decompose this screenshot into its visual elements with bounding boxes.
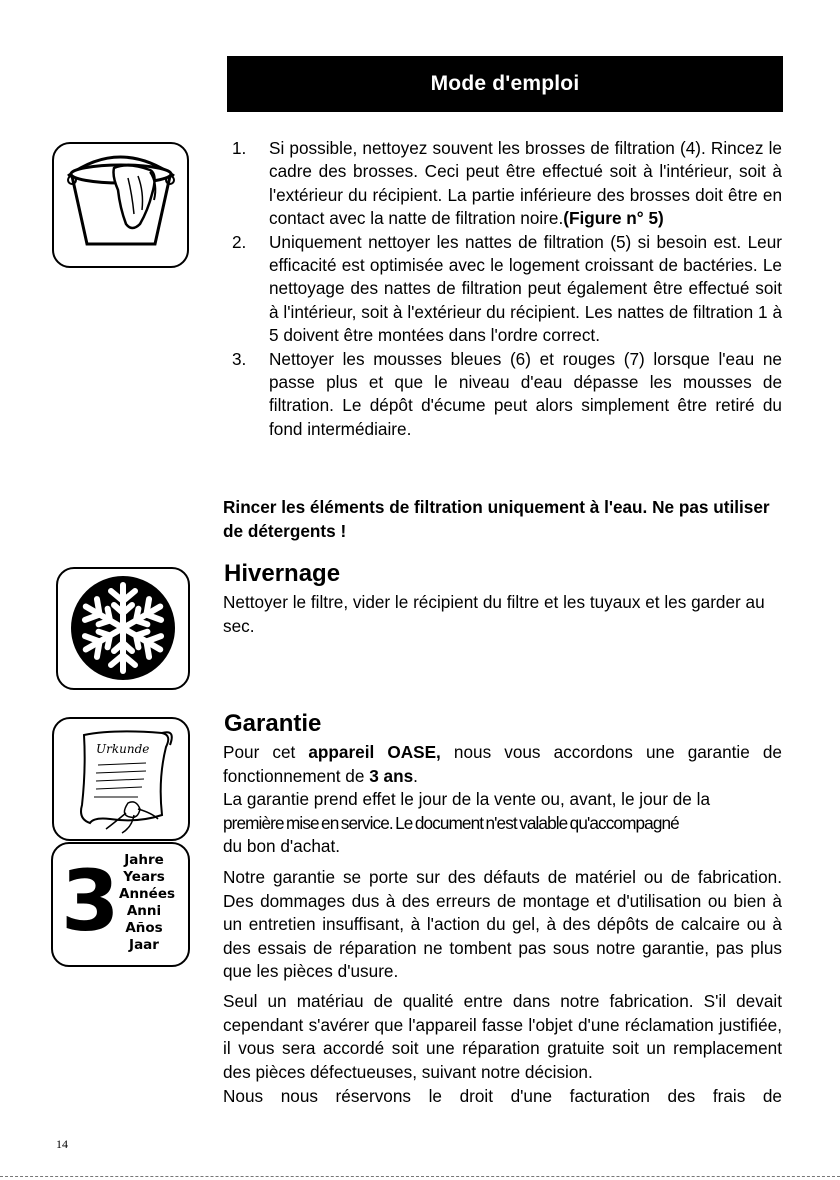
warranty-duration: 3 ans — [369, 765, 414, 786]
warranty-years-icon — [51, 842, 190, 967]
garantie-paragraph-2 — [223, 788, 782, 859]
step-number: 3. — [232, 348, 247, 369]
section-banner — [227, 56, 783, 112]
certificate-icon — [52, 717, 190, 841]
certificate-drawing — [54, 719, 188, 839]
figure-reference: (Figure n° 5) — [563, 208, 664, 229]
year-word: Jaar — [129, 937, 159, 953]
list-item — [226, 348, 782, 442]
list-item — [226, 231, 782, 348]
text-span: . — [413, 765, 418, 786]
step-number: 1. — [232, 138, 247, 158]
garantie-paragraph-4: Seul un matériau de qualité entre dans notre fabrication. S'il devait cependant s'avérer que l'appareil fasse l'objet d'une réclamation justifiée, il vous sera accordé soit une réparation gratuite soit un remplacement des pièces défectueuses, suivant notre décision. — [223, 991, 782, 1082]
garantie-heading: Garantie — [224, 710, 322, 737]
text-span: Pour cet — [223, 742, 309, 762]
step-text: Nettoyer les mousses bleues (6) et rouges (7) lorsque l'eau ne passe plus et que le niveau d'eau dépasse les mousses de filtration. Le dépôt d'écume peut alors simplement être retiré du fond intermédiaire. — [269, 348, 782, 439]
certificate-word: Urkunde — [96, 742, 150, 756]
year-word: Years — [123, 869, 165, 885]
year-word: Jahre — [124, 852, 164, 868]
warranty-number: 3 — [61, 852, 120, 950]
year-word: Anni — [126, 903, 162, 919]
text-span: première mise en service. Le document n'est valable qu'accompagné — [223, 812, 679, 833]
list-item — [226, 137, 782, 231]
hivernage-heading: Hivernage — [224, 560, 341, 587]
bucket-icon — [52, 142, 189, 268]
rinse-warning: Rincer les éléments de filtration uniquement à l'eau. Ne pas utiliser de détergents ! — [223, 497, 770, 541]
step-text: Si possible, nettoyez souvent les brosses de filtration (4). Rincez le cadre des brosses. Ceci peut être effectué soit à l'intérieur, soit à l'extérieur du récipient. La partie inférieure des brosses doit être en contact avec la natte de filtration noire. — [269, 138, 782, 229]
page-number: 14 — [56, 1137, 68, 1151]
text-span: nous vous accordons une garantie de fonctionnement de — [223, 742, 782, 786]
step-text: Uniquement nettoyer les nattes de filtration (5) si besoin est. Leur efficacité est optimisée avec le logement croissant de bactéries. Le nettoyage des nattes de filtration peut également être effectué soit à l'intérieur, soit à l'extérieur du récipient. Les nattes de filtration 1 à 5 doivent être montées dans l'ordre correct. — [269, 231, 782, 346]
brand-name: appareil OASE, — [308, 742, 441, 762]
year-word: Années — [119, 886, 176, 902]
snowflake-drawing — [58, 569, 188, 688]
cleaning-steps — [226, 137, 782, 441]
text-span: du bon d'achat. — [223, 836, 341, 857]
garantie-paragraph-3: Notre garantie se porte sur des défauts de matériel ou de fabrication. Des dommages dus à des erreurs de montage et d'utilisation ou bien à un entretien insuffisant, à l'action du gel, à des dépôts de calcaire ou à des essais de réparation ne tombent pas sous notre garantie, pas plus que les pièces d'usure. — [223, 867, 782, 982]
garantie-paragraph-5: Nous nous réservons le droit d'une facturation des frais de — [223, 1086, 782, 1106]
step-number: 2. — [232, 231, 247, 252]
page-edge-divider — [0, 1176, 840, 1177]
hivernage-text: Nettoyer le filtre, vider le récipient du filtre et les tuyaux et les garder au sec. — [223, 592, 765, 636]
banner-title: Mode d'emploi — [430, 72, 580, 95]
bucket-drawing — [54, 144, 187, 266]
text-span: La garantie prend effet le jour de la vente ou, avant, le jour de la — [223, 789, 710, 809]
garantie-paragraph-1 — [223, 741, 782, 788]
warranty-years-list — [119, 852, 176, 954]
year-word: Años — [125, 920, 163, 936]
snowflake-icon — [56, 567, 190, 690]
